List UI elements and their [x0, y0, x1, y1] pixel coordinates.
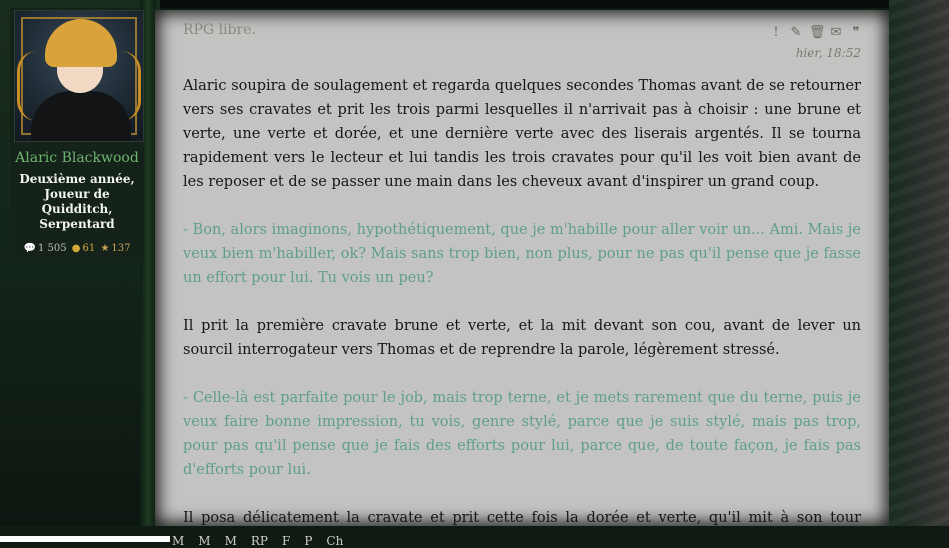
user-stats [10, 243, 144, 254]
narration-paragraph: Alaric soupira de soulagement et regarda quelques secondes Thomas avant de se retourner vers ses cravates et prit les trois parmi lesquelles il n'arrivait pas à choisir : une brune et verte, une verte et dorée, et une dernière verte avec des liserais argentés. Il se tourna rapidement vers le lecteur et lui tandis les trois cravates pour qu'il les voit bien avant de les reposer et de se passer une main dans les cheveux avant d'inspirer un grand coup. [183, 78, 861, 190]
right-background [889, 0, 949, 542]
narration-paragraph: Il prit la première cravate brune et verte, et la mit devant son cou, avant de lever un sourcil interrogateur vers Thomas et de reprendre la parole, légèrement stressé. [183, 318, 861, 358]
post-title[interactable]: RPG libre. [183, 22, 256, 38]
star-icon: ★ [100, 243, 110, 254]
quote-icon[interactable]: ❞ [852, 25, 860, 40]
message-bubble-icon: 💬 [23, 243, 36, 254]
bottom-link[interactable]: RP [250, 534, 268, 548]
bottom-white-strip [0, 536, 170, 542]
bottom-link[interactable]: F [282, 534, 291, 548]
post-date: hier, 18:52 [795, 46, 861, 60]
dialog-paragraph: - Bon, alors imaginons, hypothétiquement, que je m'habille pour aller voir un... Ami. Mais je veux bien m'habiller, ok? Mais sans trop bien, non plus, pour ne pas qu'il pense que je fasse un effort pour lui. Tu vois un peu? [183, 222, 861, 286]
user-profile [10, 8, 144, 262]
narration-paragraph: Il posa délicatement la cravate et prit cette fois la dorée et verte, qu'il mit à son tour [183, 510, 861, 526]
dialog-paragraph: - Celle-là est parfaite pour le job, mais trop terne, et je mets rarement que du terne, puis je veux faire bonne impression, tu vois, genre stylé, parce que je suis stylé, mais pas trop, pour pas qu'il pense que je fais des efforts pour lui, parce que, de toute façon, je fais pas d'efforts pour lui. [183, 390, 861, 478]
pencil-icon[interactable]: ✎ [790, 25, 802, 40]
bottom-link[interactable]: P [304, 534, 313, 548]
bottom-link[interactable]: Ch [326, 534, 344, 548]
bottom-links [172, 534, 343, 548]
user-rank: Deuxième année, Joueur de Quidditch, Serpentard [19, 172, 135, 231]
envelope-icon[interactable]: ✉ [830, 25, 842, 40]
coin-icon: ● [71, 243, 81, 254]
username-link[interactable]: Alaric Blackwood [15, 150, 139, 166]
message-count: 1 505 [37, 243, 67, 254]
star-count: 137 [111, 243, 131, 254]
forum-post [155, 10, 889, 526]
post-actions [769, 25, 863, 40]
avatar[interactable] [14, 10, 144, 142]
exclamation-icon[interactable]: ! [773, 25, 779, 40]
trash-icon[interactable]: 🗑 [809, 25, 826, 40]
bottom-link[interactable]: M [172, 534, 185, 548]
coin-count: 61 [82, 243, 96, 254]
post-body [183, 74, 861, 526]
bottom-link[interactable]: M [224, 534, 237, 548]
bottom-link[interactable]: M [198, 534, 211, 548]
